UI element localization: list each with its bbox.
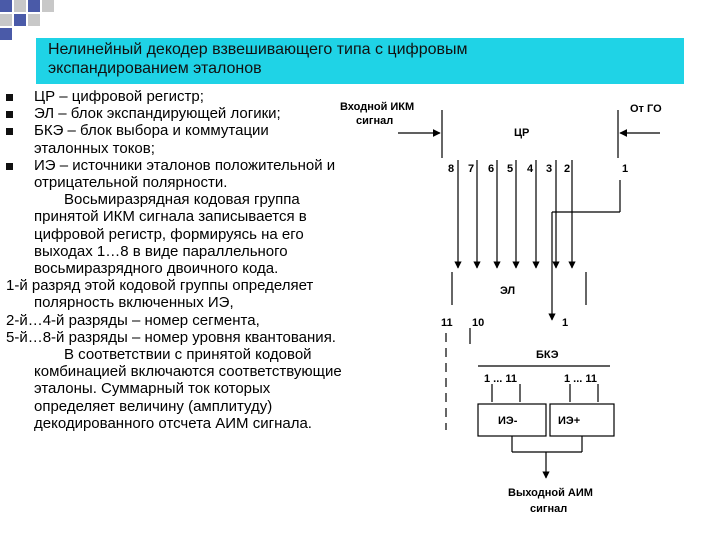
paragraph-line: комбинацией включаются соответствующие: [34, 363, 342, 381]
switch-output-right: 1 ... 11: [564, 373, 598, 385]
paragraph-line: полярность включенных ИЭ,: [34, 294, 234, 312]
bit-label: 7: [468, 163, 475, 175]
paragraph-line: принятой ИКМ сигнала записывается в: [34, 208, 307, 226]
bit-label: 5: [507, 163, 514, 175]
input-label-line1: Входной ИКМ: [340, 101, 415, 113]
slide-title: [48, 40, 467, 78]
bullet-label: ЦР – цифровой регистр;: [34, 88, 204, 105]
bullet-label: ИЭ – источники эталонов положительной и: [34, 156, 336, 174]
paragraph-line: 5-й…8-й разряды – номер уровня квантования.: [6, 328, 336, 346]
expander-label: ЭЛ: [500, 285, 516, 297]
paragraph-line: В соответствии с принятой кодовой: [64, 346, 312, 364]
input-label-line2: сигнал: [356, 115, 394, 127]
paragraph-line: цифровой регистр, формируясь на его: [34, 225, 304, 243]
expander-output-left: 11: [441, 317, 453, 329]
from-go-label: От ГО: [630, 103, 662, 115]
bit-label: 8: [448, 163, 455, 175]
switch-output-left: 1 ... 11: [484, 373, 518, 385]
paragraph-line: эталоны. Суммарный ток которых: [34, 380, 271, 398]
paragraph-line: восьмиразрядного двоичного кода.: [34, 260, 279, 278]
bullet-square-icon: [6, 94, 13, 101]
decoder-diagram: [330, 88, 720, 528]
paragraph-line: выходах 1…8 в виде параллельного: [34, 242, 288, 260]
bit-label: 4: [527, 163, 534, 175]
bit-label: 3: [546, 163, 553, 175]
paragraph-line: определяет величину (амплитуду): [34, 397, 273, 415]
corner-decoration: [0, 0, 80, 40]
paragraph-line: Восьмиразрядная кодовая группа: [64, 191, 300, 209]
bit-label: 2: [564, 163, 571, 175]
bullet-label: БКЭ – блок выбора и коммутации: [34, 122, 269, 140]
bullet-square-icon: [6, 163, 13, 170]
bullet-continuation: эталонных токов;: [34, 139, 155, 157]
output-label-line2: сигнал: [530, 503, 568, 515]
bit-label: 1: [622, 163, 629, 175]
paragraph-line: 1-й разряд этой кодовой группы определяет: [6, 277, 314, 295]
output-label-line1: Выходной АИМ: [508, 487, 593, 499]
source-positive-label: ИЭ+: [558, 415, 581, 427]
switch-label: БКЭ: [536, 349, 559, 361]
expander-output-right: 1: [562, 317, 569, 329]
expander-output-mid: 10: [472, 317, 485, 329]
bullet-square-icon: [6, 128, 13, 135]
paragraph-line: декодированного отсчета АИМ сигнала.: [34, 414, 312, 432]
title-line-1: Нелинейный декодер взвешивающего типа с цифровым: [48, 41, 468, 58]
bullet-continuation: отрицательной полярности.: [34, 174, 228, 192]
source-negative-label: ИЭ-: [498, 415, 518, 427]
register-label: ЦР: [514, 127, 530, 139]
paragraph-line: 2-й…4-й разряды – номер сегмента,: [6, 311, 260, 329]
title-line-2: экспандированием эталонов: [48, 60, 262, 77]
bullet-square-icon: [6, 111, 13, 118]
bit-label: 6: [488, 163, 495, 175]
bullet-label: ЭЛ – блок экспандирующей логики;: [34, 105, 281, 123]
